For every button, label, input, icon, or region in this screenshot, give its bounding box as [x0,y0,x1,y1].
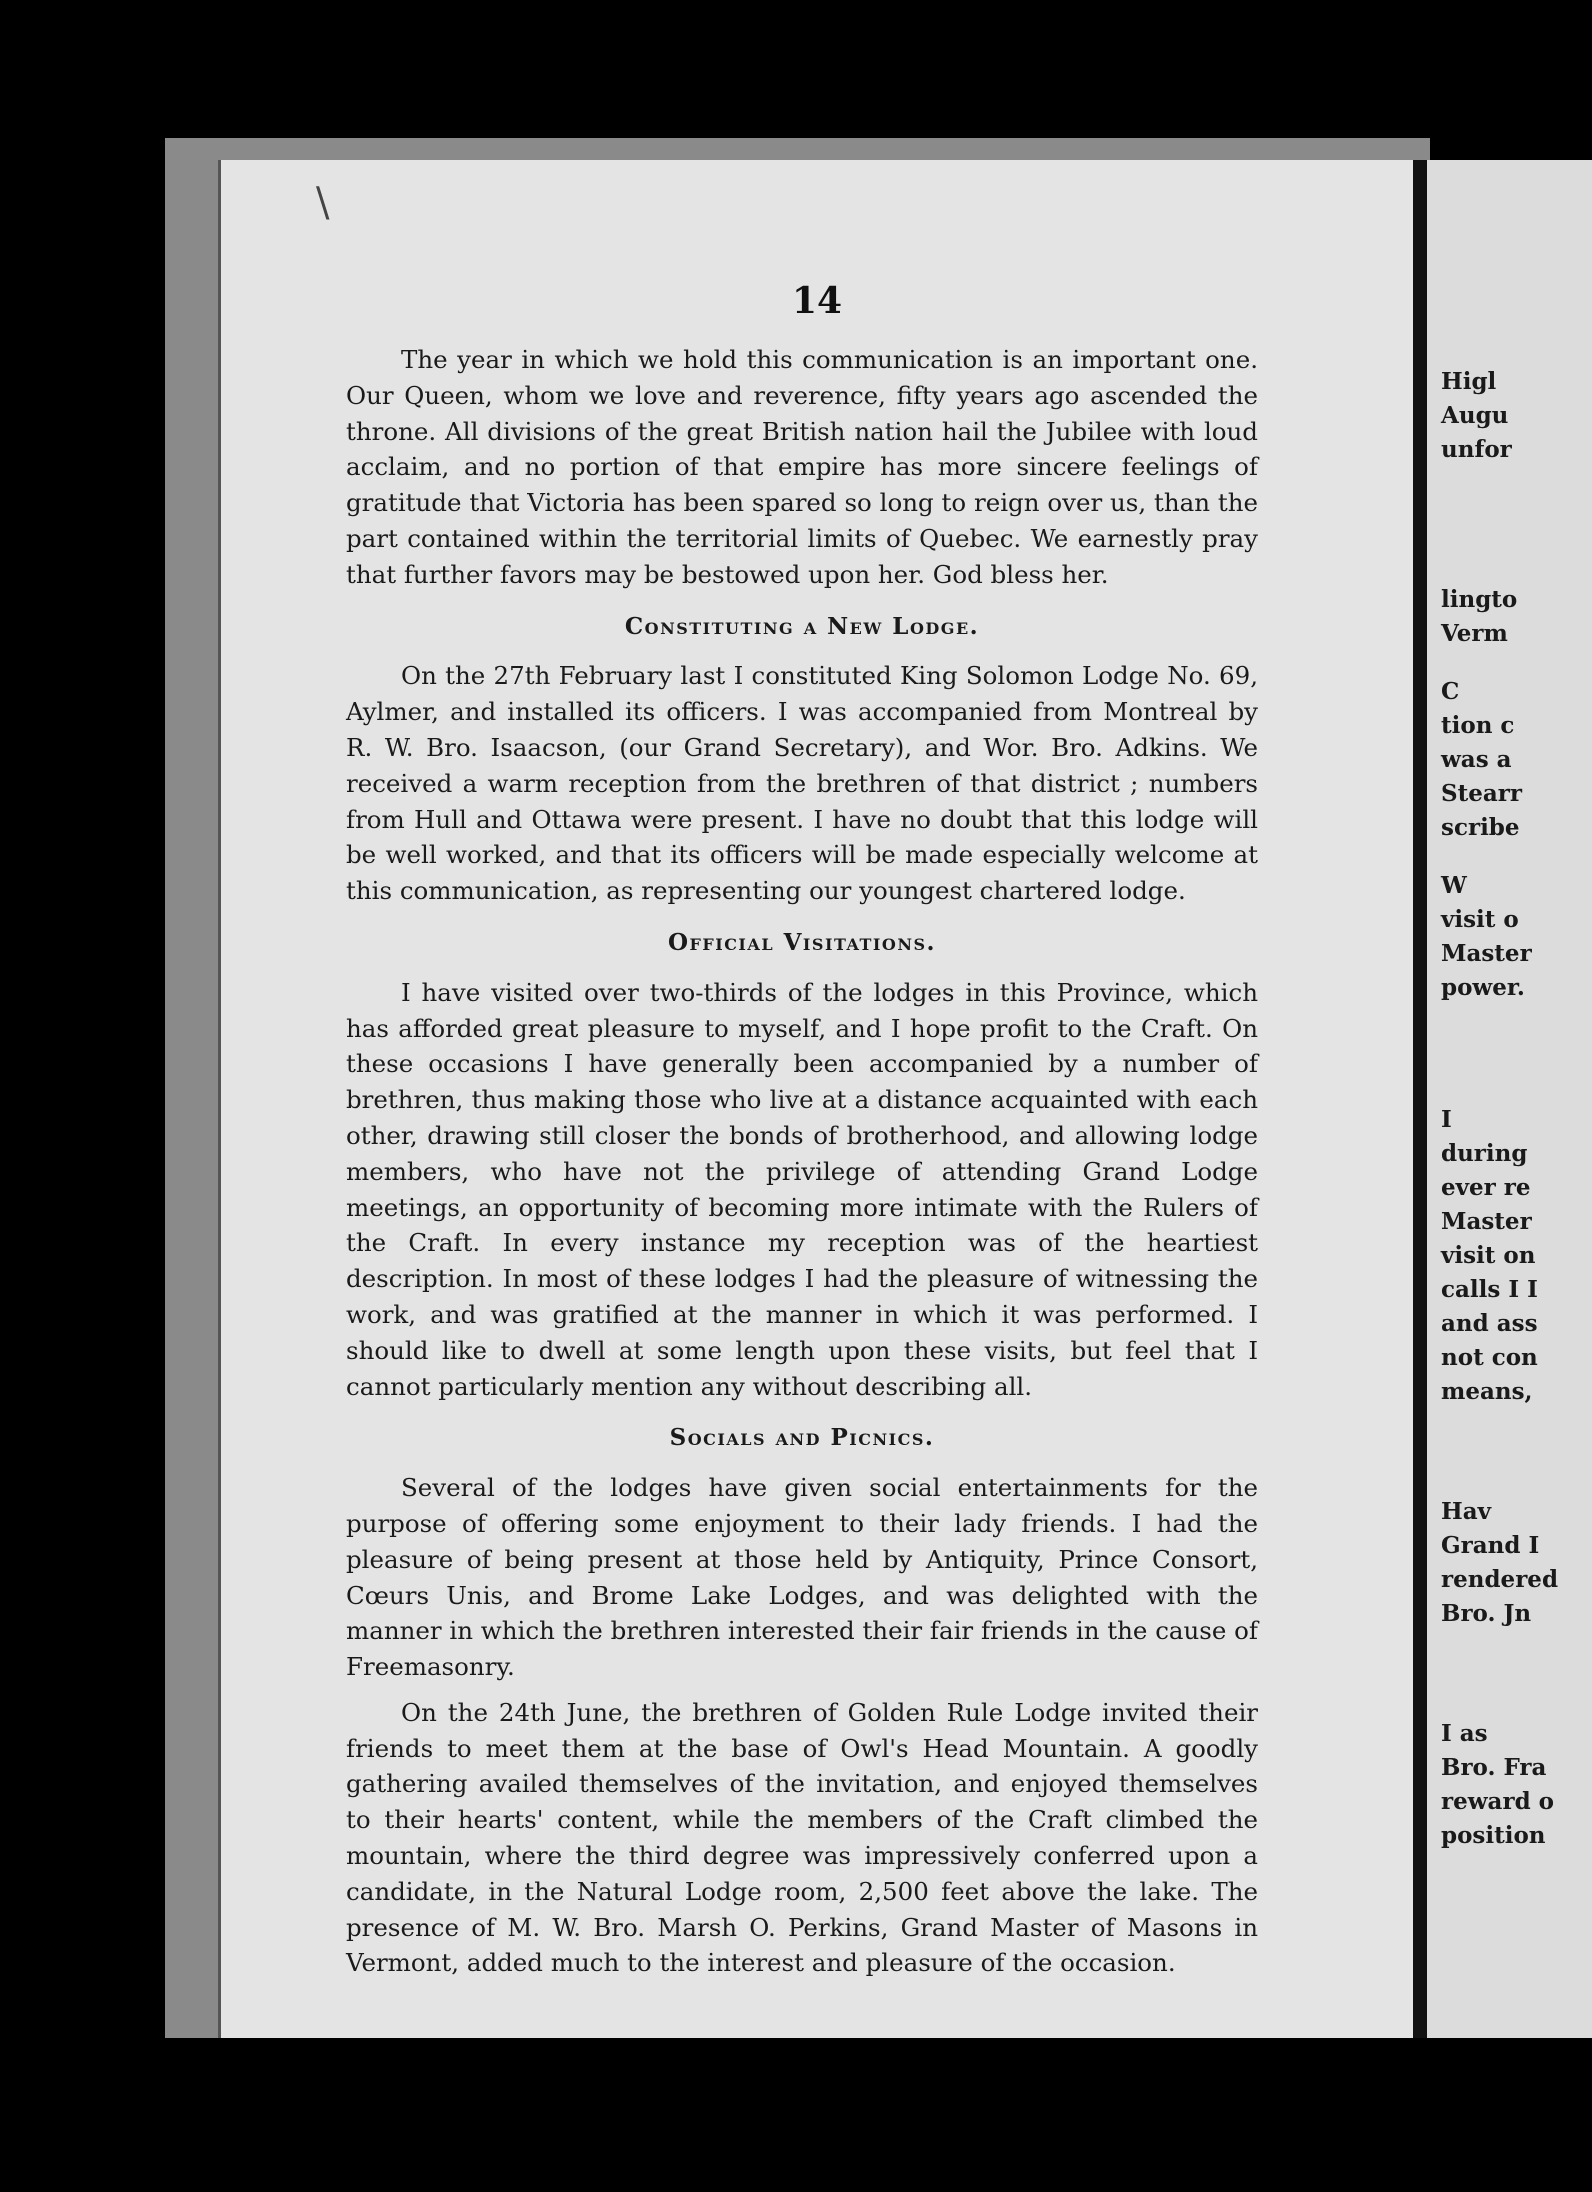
paragraph-socials-2: On the 24th June, the brethren of Golden Rule Lodge invited their friends to meet them at the base of Owl's Head Mountain. A goodly gathering availed themselves of the invitation, and enjoyed themselves to their hearts' content, while the members of the Craft climbed the mountain, where the third degree was impressively conferred upon a candidate, in the Natural Lodge room, 2,500 feet above the lake. The presence of M. W. Bro. Marsh O. Perkins, Grand Master of Masons in Vermont, added much to the interest and pleasure of the occasion. [346,1697,1258,1978]
fragment-line: was a [1441,746,1512,773]
fragment-line: W [1441,872,1467,899]
fragment-line: and ass [1441,1310,1538,1337]
fragment-line: visit o [1441,906,1519,933]
fragment-line: Bro. Jn [1441,1600,1532,1627]
fragment-line: unfor [1441,436,1512,463]
fragment-line: Master [1441,1208,1532,1235]
page-number: 14 [791,280,843,322]
adjacent-page-fragment [1427,160,1592,2038]
fragment-line: Grand I [1441,1532,1540,1559]
fragment-line: not con [1441,1344,1538,1371]
fragment-line: Master [1441,940,1532,967]
fragment-line: I as [1441,1720,1488,1747]
fragment-line: ever re [1441,1174,1531,1201]
fragment-line: reward o [1441,1788,1555,1815]
scanned-page [218,160,1413,2038]
fragment-line: Stearr [1441,780,1523,807]
stray-mark-top: \ [316,180,330,226]
fragment-line: tion c [1441,712,1515,739]
fragment-line: I [1441,1106,1452,1133]
paragraph-official-visitations: I have visited over two-thirds of the lodges in this Province, which has afforded great pleasure to myself, and I hope profit to the Craft. On these occasions I have generally been accompanied by a number of brethren, thus making those who live at a distance acquainted with each other, drawing still closer the bonds of brotherhood, and allowing lodge members, who have not the privilege of attending Grand Lodge meetings, an opportunity of becoming more intimate with the Rulers of the Craft. In every instance my reception was of the heartiest description. In most of these lodges I had the pleasure of witnessing the work, and was gratified at the manner in which it was performed. I should like to dwell at some length upon these visits, but feel that I cannot particularly mention any without describing all. [346,977,1258,1401]
fragment-line: means, [1441,1378,1533,1405]
fragment-line: Hav [1441,1498,1491,1525]
fragment-line: Higl [1441,368,1497,395]
fragment-line: power. [1441,974,1525,1001]
body-text [346,342,1258,1981]
fragment-line: Verm [1441,620,1508,647]
intro-paragraph: The year in which we hold this communication is an important one. Our Queen, whom we love and reverence, fifty years ago ascended the throne. All divisions of the great British nation hail the Jubilee with loud acclaim, and no portion of that empire has more sincere feelings of gratitude that Victoria has been spared so long to reign over us, than the part contained within the territorial limits of Quebec. We earnestly pray that further favors may be bestowed upon her. God bless her. [346,345,1258,589]
book-gutter [1413,160,1427,2038]
fragment-line: calls I I [1441,1276,1538,1303]
fragment-line: during [1441,1140,1528,1167]
fragment-line: position [1441,1822,1546,1849]
fragment-line: lingto [1441,586,1518,613]
section-heading-socials-picnics: Socials and Picnics. [669,1424,935,1452]
fragment-line: C [1441,678,1460,705]
paragraph-socials-1: Several of the lodges have given social entertainments for the purpose of offering some enjoyment to their lady friends. I had the pleasure of being present at those held by Antiquity, Prince Consort, Cœurs Unis, and Brome Lake Lodges, and was delighted with the manner in which the brethren interested their fair friends in the cause of Freemasonry. [346,1473,1258,1682]
fragment-line: Bro. Fra [1441,1754,1547,1781]
section-heading-official-visitations: Official Visitations. [667,928,937,956]
fragment-line: rendered [1441,1566,1559,1593]
paragraph-new-lodge: On the 27th February last I constituted King Solomon Lodge No. 69, Aylmer, and installed its officers. I was accompanied from Montreal by R. W. Bro. Isaacson, (our Grand Secretary), and Wor. Bro. Adkins. We received a warm reception from the brethren of that district ; numbers from Hull and Ottawa were present. I have no doubt that this lodge will be well worked, and that its officers will be made especially welcome at this communication, as representing our youngest chartered lodge. [346,661,1258,906]
section-heading-new-lodge: Constituting a New Lodge. [624,612,980,640]
fragment-line: Augu [1441,402,1509,429]
fragment-line: scribe [1441,814,1520,841]
fragment-line: visit on [1441,1242,1536,1269]
